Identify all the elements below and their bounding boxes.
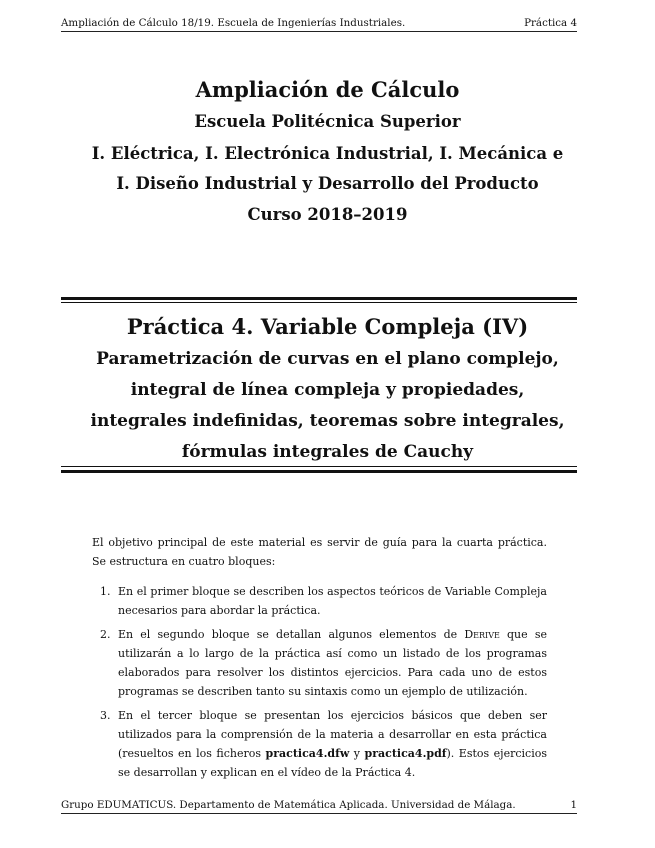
running-footer (61, 798, 577, 814)
title-rule-bottom-thin (61, 466, 577, 467)
footer-left: Grupo EDUMATICUS. Departamento de Matemática Aplicada. Universidad de Málaga. (61, 799, 516, 811)
title-rule-bottom-thick (61, 470, 577, 473)
page-number: 1 (570, 799, 577, 811)
list-item-text-after: ). Estos ejercicios se desarrollan y explican en el vídeo de la Práctica 4. (118, 747, 547, 779)
derive-software-name: Derive (464, 628, 500, 641)
header-right: Práctica 4 (524, 17, 577, 29)
title-rule-top-thick (61, 297, 577, 300)
blocks-list (92, 582, 547, 787)
file-name-dfw: practica4.dfw (265, 747, 350, 760)
school-name: Escuela Politécnica Superior (194, 112, 461, 131)
list-item (92, 582, 547, 620)
file-name-pdf: practica4.pdf (364, 747, 447, 760)
list-item (92, 706, 547, 782)
course-year: Curso 2018–2019 (247, 205, 408, 224)
practice-title: Práctica 4. Variable Compleja (IV) (126, 314, 529, 339)
list-item (92, 625, 547, 701)
list-item-text-before: En el tercer bloque se presentan los ejercicios básicos que deben ser utilizados para la comprensión de la materia a desarrollar en esta práctica (resueltos en los ficheros (118, 709, 547, 760)
title-rule-top-thin (61, 302, 577, 303)
practice-subtitle-line: integral de línea compleja y propiedades, (130, 380, 525, 400)
list-item-text-after: que se utilizarán a lo largo de la práctica así como un listado de los programas elaborados para resolver los distintos ejercicios. Para cada uno de estos programas se describen tanto su sintaxis como un ejemplo de utilización. (118, 628, 547, 698)
list-item-number: 3. (100, 709, 111, 722)
degrees-line-2: I. Diseño Industrial y Desarrollo del Producto (116, 174, 539, 193)
list-item-text-before: En el segundo bloque se detallan algunos elementos de (118, 628, 465, 641)
practice-subtitle-line: Parametrización de curvas en el plano complejo, (96, 349, 559, 369)
list-item-text: En el primer bloque se describen los aspectos teóricos de Variable Compleja necesarios para abordar la práctica. (118, 585, 547, 617)
running-header (61, 16, 577, 32)
list-item-number: 1. (100, 585, 111, 598)
list-item-number: 2. (100, 628, 111, 641)
practice-subtitle-line: fórmulas integrales de Cauchy (181, 442, 474, 462)
list-item-connector: y (349, 747, 365, 760)
intro-paragraph: El objetivo principal de este material es servir de guía para la cuarta práctica. Se estructura en cuatro bloques: (92, 536, 547, 568)
course-title: Ampliación de Cálculo (195, 77, 460, 102)
degrees-line-1: I. Eléctrica, I. Electrónica Industrial, I. Mecánica e (91, 144, 564, 163)
practice-subtitle-line: integrales indefinidas, teoremas sobre integrales, (90, 411, 565, 431)
header-left: Ampliación de Cálculo 18/19. Escuela de Ingenierías Industriales. (61, 17, 406, 29)
